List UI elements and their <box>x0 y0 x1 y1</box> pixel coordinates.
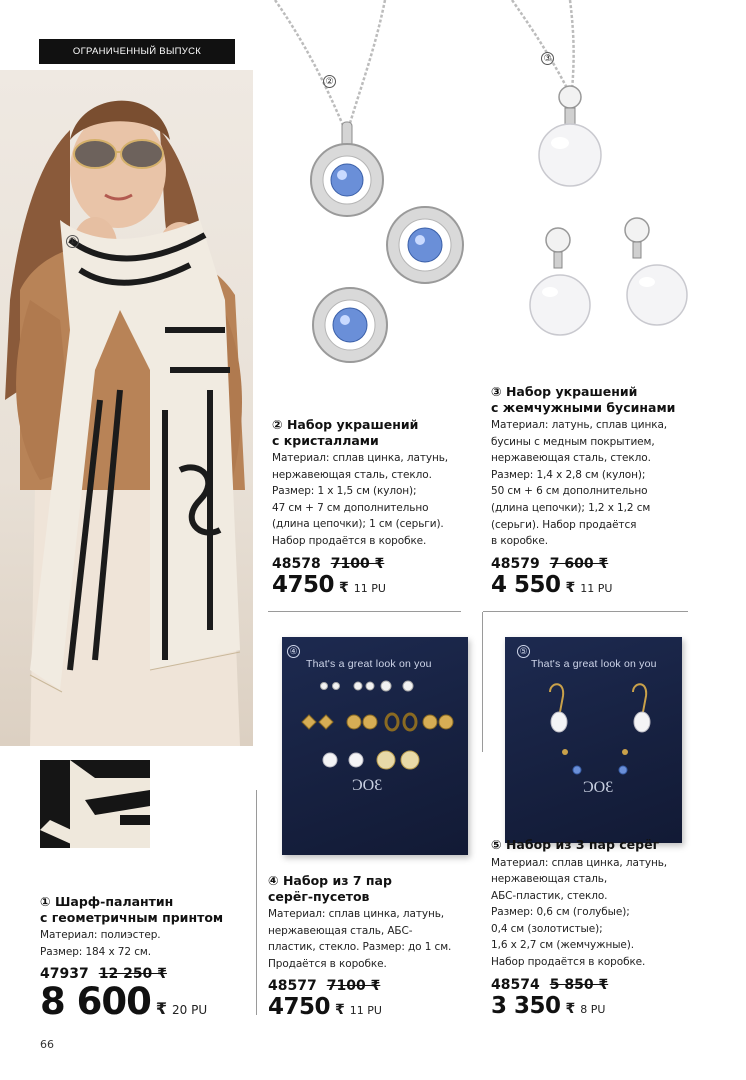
studs-card-photo <box>282 637 468 855</box>
price: 4750 <box>272 571 335 598</box>
product-4-code-line <box>268 978 458 994</box>
product-code: 48578 <box>272 555 321 572</box>
three-pairs-card-photo <box>505 637 682 843</box>
pearl-set-photo <box>500 0 700 370</box>
currency-icon: ₹ <box>565 579 576 596</box>
product-1-description: Материал: полиэстер. Размер: 184 x 72 см. <box>40 929 161 958</box>
scarf-detail-photo <box>40 760 150 848</box>
bonus-points: 20 PU <box>172 1003 208 1018</box>
product-code: 48579 <box>491 555 540 572</box>
product-3-description: Материал: латунь, сплав цинка, бусины с медным покрытием, нержавеющая сталь, стекло. Размер: 1,4 x 2,8 см (кулон); 50 см + 6 см дополнительно (длина цепочки); 1,2 x 1,2 см (серьги). Набор продаётся в коробке. <box>491 419 668 548</box>
card-tagline: That's a great look on you <box>531 658 657 670</box>
price: 3 350 <box>491 992 561 1019</box>
product-5-price <box>491 993 691 1019</box>
product-2-price <box>272 572 472 598</box>
product-code: 48574 <box>491 976 540 993</box>
card-tagline: That's a great look on you <box>306 658 432 670</box>
old-price: 7 600 ₹ <box>549 555 609 572</box>
product-5-description: Материал: сплав цинка, латунь, нержавеющая сталь, АБС-пластик, стекло. Размер: 0,6 см (голубые); 0,4 см (золотистые); 1,6 x 2,7 см (жемчужные). Набор продаётся в коробке. <box>491 856 668 969</box>
price: 4 550 <box>491 571 561 598</box>
page-number: 66 <box>40 1038 54 1051</box>
currency-icon: ₹ <box>155 999 168 1019</box>
scarf-pattern <box>40 760 150 848</box>
vertical-divider-left <box>256 790 257 1015</box>
product-3-title: ③ Набор украшений с жемчужными бусинами <box>491 384 676 415</box>
old-price: 12 250 ₹ <box>98 966 167 983</box>
product-1-title: ① Шарф-палантин с геометричным принтом <box>40 894 224 925</box>
bonus-points: 11 PU <box>349 1004 382 1018</box>
bonus-points: 11 PU <box>353 581 386 595</box>
product-2-info <box>272 417 472 598</box>
earring-right <box>387 207 463 283</box>
old-price: 7100 ₹ <box>326 978 381 995</box>
currency-icon: ₹ <box>565 1000 576 1017</box>
pendant <box>311 144 383 216</box>
product-5-info <box>491 837 691 1019</box>
product-2-title: ② Набор украшений с кристаллами <box>272 417 419 448</box>
product-number-5: ⑤ <box>517 645 530 658</box>
model-illustration <box>0 70 253 746</box>
crystal-set-photo <box>270 0 480 370</box>
product-4-price <box>268 994 458 1020</box>
earring-left <box>313 288 387 362</box>
currency-icon: ₹ <box>339 579 349 596</box>
product-5-code-line <box>491 977 691 993</box>
product-3-code-line <box>491 556 691 572</box>
divider-right <box>483 611 688 612</box>
product-1-price <box>40 980 250 1023</box>
product-2-code-line <box>272 556 472 572</box>
bonus-points: 8 PU <box>580 1002 606 1016</box>
product-code: 47937 <box>40 966 89 983</box>
product-number-3: ③ <box>541 52 554 65</box>
bonus-points: 11 PU <box>580 581 613 595</box>
three-pairs-illustration <box>505 672 682 822</box>
vertical-divider <box>482 612 483 752</box>
product-4-title: ④ Набор из 7 пар серёг-пусетов <box>268 873 392 904</box>
limited-edition-badge: ОГРАНИЧЕННЫЙ ВЫПУСК <box>39 39 235 64</box>
product-4-description: Материал: сплав цинка, латунь, нержавеющая сталь, АБС- пластик, стекло. Размер: до 1 см. Продаётся в коробке. <box>268 908 452 970</box>
product-2-description: Материал: сплав цинка, латунь, нержавеющая сталь, стекло. Размер: 1 x 1,5 см (кулон); 47 см + 7 см дополнительно (длина цепочки); 1 см (серьги). Набор продаётся в коробке. <box>272 452 449 547</box>
old-price: 7100 ₹ <box>330 555 385 572</box>
card-logo: ƆOƐ <box>583 779 614 796</box>
currency-icon: ₹ <box>335 1002 345 1019</box>
product-1-info <box>40 894 250 1023</box>
product-number-2: ② <box>323 75 336 88</box>
card-logo: ƆOƐ <box>352 777 383 794</box>
old-price: 5 850 ₹ <box>549 976 609 993</box>
product-3-price <box>491 572 691 598</box>
product-4-info <box>268 873 458 1020</box>
price: 8 600 <box>40 980 151 1024</box>
studs-illustration <box>282 672 468 822</box>
product-number-1: ① <box>66 235 79 248</box>
product-code: 48577 <box>268 978 317 995</box>
price: 4750 <box>268 994 331 1021</box>
product-number-4: ④ <box>287 645 300 658</box>
product-5-title: ⑤ Набор из 3 пар серёг <box>491 837 660 852</box>
product-3-info <box>491 384 691 598</box>
divider-left <box>268 611 461 612</box>
model-photo <box>0 70 253 746</box>
